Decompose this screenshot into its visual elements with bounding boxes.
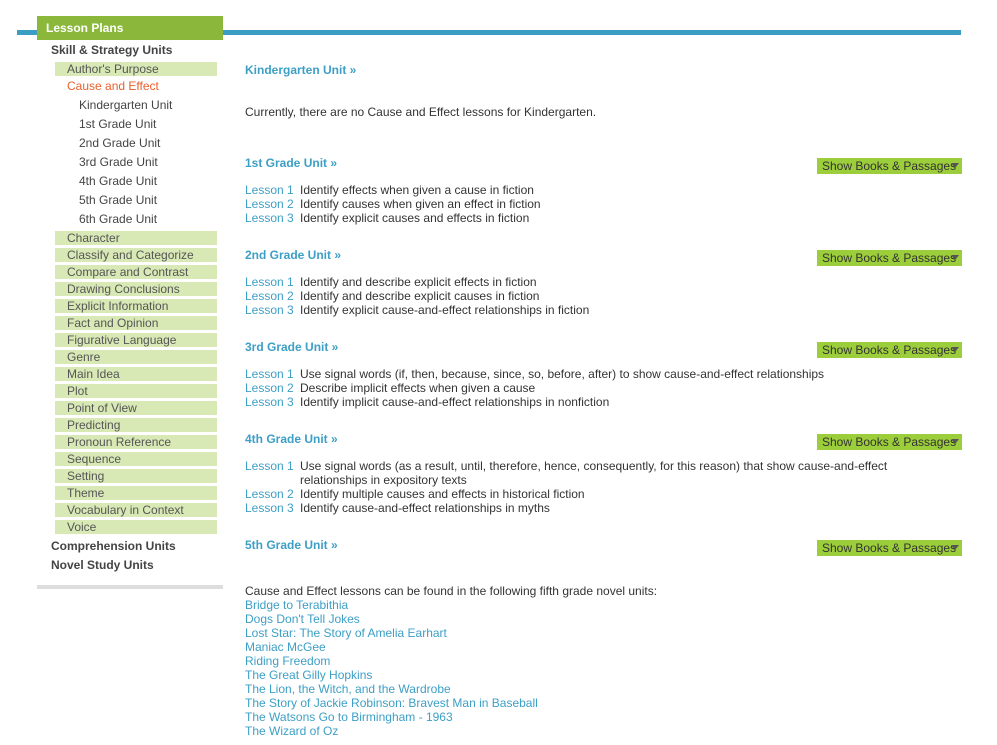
lesson-description: Identify explicit cause-and-effect relationships in fiction bbox=[300, 303, 590, 317]
sidebar-item-main-idea[interactable]: Main Idea bbox=[55, 367, 217, 381]
lesson-link[interactable]: Lesson 2 bbox=[245, 197, 294, 211]
grade5-intro: Cause and Effect lessons can be found in the following fifth grade novel units: bbox=[245, 584, 658, 598]
grade4-show-books-button[interactable] bbox=[817, 434, 962, 450]
lesson-description: Identify explicit causes and effects in fiction bbox=[300, 211, 530, 225]
novel-link[interactable]: Riding Freedom bbox=[245, 654, 331, 668]
lesson-link[interactable]: Lesson 3 bbox=[245, 501, 294, 515]
novel-link[interactable]: Bridge to Terabithia bbox=[245, 598, 349, 612]
lesson-description: Identify multiple causes and effects in historical fiction bbox=[300, 487, 585, 501]
sidebar-item-voice[interactable]: Voice bbox=[55, 520, 217, 534]
lesson-row bbox=[245, 303, 895, 317]
chevron-down-icon bbox=[951, 439, 959, 444]
lesson-link[interactable]: Lesson 1 bbox=[245, 367, 294, 381]
grade3-unit-title[interactable]: 3rd Grade Unit » bbox=[245, 340, 339, 354]
lesson-row bbox=[245, 197, 895, 211]
grade2-show-books-button[interactable] bbox=[817, 250, 962, 266]
lesson-link[interactable]: Lesson 2 bbox=[245, 381, 294, 395]
sidebar-bottom-bar bbox=[37, 585, 223, 589]
lesson-row bbox=[245, 381, 895, 395]
show-books-label: Show Books & Passages bbox=[822, 435, 957, 449]
lesson-link[interactable]: Lesson 2 bbox=[245, 487, 294, 501]
sub-item-kindergarten[interactable]: Kindergarten Unit bbox=[79, 98, 173, 112]
skill-strategy-units-link[interactable]: Skill & Strategy Units bbox=[51, 43, 173, 57]
chevron-down-icon bbox=[951, 347, 959, 352]
lesson-link[interactable]: Lesson 2 bbox=[245, 289, 294, 303]
sidebar-item-fact-and-opinion[interactable]: Fact and Opinion bbox=[55, 316, 217, 330]
sidebar-item-sequence[interactable]: Sequence bbox=[55, 452, 217, 466]
novel-link[interactable]: The Story of Jackie Robinson: Bravest Man in Baseball bbox=[245, 696, 538, 710]
lesson-link[interactable]: Lesson 1 bbox=[245, 183, 294, 197]
sidebar-item-genre[interactable]: Genre bbox=[55, 350, 217, 364]
sidebar-item-vocabulary-in-context[interactable]: Vocabulary in Context bbox=[55, 503, 217, 517]
sub-item-1st-grade[interactable]: 1st Grade Unit bbox=[79, 117, 157, 131]
sidebar-item-theme[interactable]: Theme bbox=[55, 486, 217, 500]
lesson-row bbox=[245, 395, 895, 409]
sidebar-item-explicit-information[interactable]: Explicit Information bbox=[55, 299, 217, 313]
lesson-description: Use signal words (as a result, until, therefore, hence, consequently, for this reason) that show cause-and-effect relationships in expository texts bbox=[300, 459, 888, 487]
lesson-description: Identify cause-and-effect relationships in myths bbox=[300, 501, 550, 515]
grade3-show-books-button[interactable] bbox=[817, 342, 962, 358]
novel-link[interactable]: The Great Gilly Hopkins bbox=[245, 668, 373, 682]
novel-link[interactable]: The Wizard of Oz bbox=[245, 724, 339, 738]
lesson-row bbox=[245, 211, 895, 225]
lesson-row bbox=[245, 367, 895, 381]
grade5-unit-title[interactable]: 5th Grade Unit » bbox=[245, 538, 338, 552]
comprehension-units-link[interactable]: Comprehension Units bbox=[51, 539, 176, 553]
novel-link[interactable]: Lost Star: The Story of Amelia Earhart bbox=[245, 626, 447, 640]
sub-item-2nd-grade[interactable]: 2nd Grade Unit bbox=[79, 136, 161, 150]
sub-item-5th-grade[interactable]: 5th Grade Unit bbox=[79, 193, 158, 207]
lesson-description: Describe implicit effects when given a cause bbox=[300, 381, 536, 395]
sidebar-header: Lesson Plans bbox=[37, 16, 223, 40]
lesson-description: Identify implicit cause-and-effect relationships in nonfiction bbox=[300, 395, 610, 409]
kindergarten-note: Currently, there are no Cause and Effect lessons for Kindergarten. bbox=[245, 105, 597, 119]
grade2-unit-title[interactable]: 2nd Grade Unit » bbox=[245, 248, 342, 262]
chevron-down-icon bbox=[951, 255, 959, 260]
lesson-link[interactable]: Lesson 3 bbox=[245, 211, 294, 225]
novel-link[interactable]: Maniac McGee bbox=[245, 640, 326, 654]
show-books-label: Show Books & Passages bbox=[822, 251, 957, 265]
lesson-description: Identify causes when given an effect in fiction bbox=[300, 197, 541, 211]
sidebar-item-plot[interactable]: Plot bbox=[55, 384, 217, 398]
grade1-unit-title[interactable]: 1st Grade Unit » bbox=[245, 156, 338, 170]
show-books-label: Show Books & Passages bbox=[822, 541, 957, 555]
sidebar-item-predicting[interactable]: Predicting bbox=[55, 418, 217, 432]
novel-study-units-link[interactable]: Novel Study Units bbox=[51, 558, 154, 572]
novel-link[interactable]: The Watsons Go to Birmingham - 1963 bbox=[245, 710, 453, 724]
chevron-down-icon bbox=[951, 163, 959, 168]
lesson-row bbox=[245, 275, 895, 289]
grade5-show-books-button[interactable] bbox=[817, 540, 962, 556]
lesson-description: Identify and describe explicit causes in fiction bbox=[300, 289, 540, 303]
lesson-row bbox=[245, 459, 895, 487]
lesson-link[interactable]: Lesson 1 bbox=[245, 459, 294, 473]
lesson-row bbox=[245, 289, 895, 303]
grade1-show-books-button[interactable] bbox=[817, 158, 962, 174]
sub-item-6th-grade[interactable]: 6th Grade Unit bbox=[79, 212, 158, 226]
sidebar-item-compare-and-contrast[interactable]: Compare and Contrast bbox=[55, 265, 217, 279]
lesson-row bbox=[245, 487, 895, 501]
sidebar-item-point-of-view[interactable]: Point of View bbox=[55, 401, 217, 415]
sidebar-item-character[interactable]: Character bbox=[55, 231, 217, 245]
grade4-unit-title[interactable]: 4th Grade Unit » bbox=[245, 432, 338, 446]
sub-item-4th-grade[interactable]: 4th Grade Unit bbox=[79, 174, 158, 188]
chevron-down-icon bbox=[951, 545, 959, 550]
show-books-label: Show Books & Passages bbox=[822, 343, 957, 357]
sub-item-3rd-grade[interactable]: 3rd Grade Unit bbox=[79, 155, 158, 169]
lesson-row bbox=[245, 183, 895, 197]
sidebar-item-pronoun-reference[interactable]: Pronoun Reference bbox=[55, 435, 217, 449]
sidebar bbox=[37, 41, 223, 589]
lesson-row bbox=[245, 501, 895, 515]
lesson-description: Identify and describe explicit effects in fiction bbox=[300, 275, 537, 289]
show-books-label: Show Books & Passages bbox=[822, 159, 957, 173]
lesson-link[interactable]: Lesson 1 bbox=[245, 275, 294, 289]
novel-link[interactable]: The Lion, the Witch, and the Wardrobe bbox=[245, 682, 451, 696]
sidebar-item-cause-and-effect[interactable]: Cause and Effect bbox=[67, 79, 159, 93]
lesson-link[interactable]: Lesson 3 bbox=[245, 303, 294, 317]
kindergarten-unit-title[interactable]: Kindergarten Unit » bbox=[245, 63, 357, 77]
lesson-description: Identify effects when given a cause in fiction bbox=[300, 183, 534, 197]
sidebar-item-drawing-conclusions[interactable]: Drawing Conclusions bbox=[55, 282, 217, 296]
sidebar-item-figurative-language[interactable]: Figurative Language bbox=[55, 333, 217, 347]
sidebar-item-classify-and-categorize[interactable]: Classify and Categorize bbox=[55, 248, 217, 262]
lesson-description: Use signal words (if, then, because, since, so, before, after) to show cause-and-effect relationships bbox=[300, 367, 825, 381]
sidebar-item-setting[interactable]: Setting bbox=[55, 469, 217, 483]
lesson-link[interactable]: Lesson 3 bbox=[245, 395, 294, 409]
novel-link[interactable]: Dogs Don't Tell Jokes bbox=[245, 612, 360, 626]
sidebar-item-authors-purpose[interactable]: Author's Purpose bbox=[55, 62, 217, 76]
